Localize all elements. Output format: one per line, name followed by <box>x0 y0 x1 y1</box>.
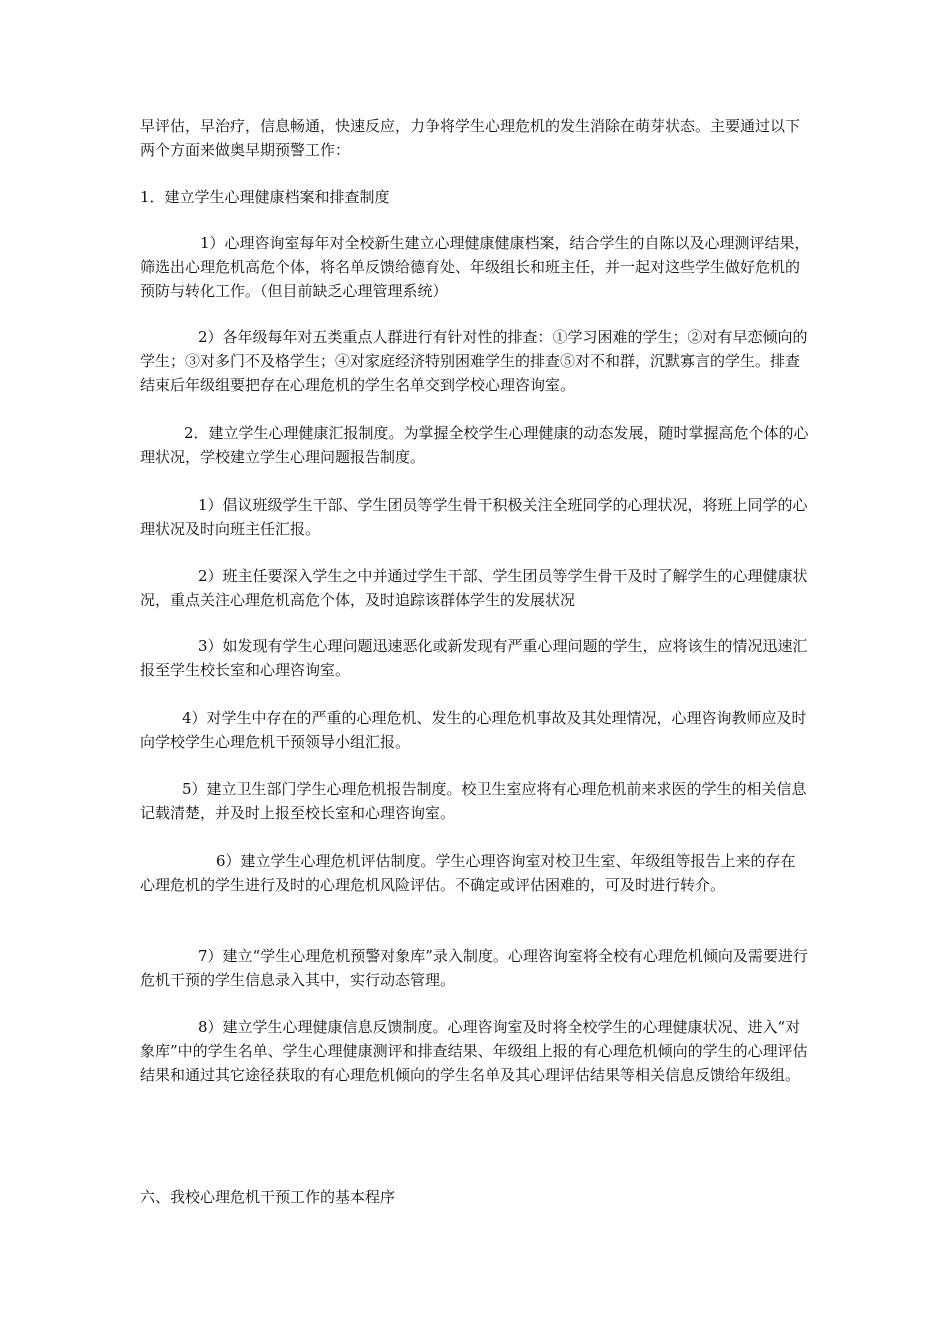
item-2-8-paragraph: 8）建立学生心理健康信息反馈制度。心理咨询室及时将全校学生的心理健康状况、进入“对象库”中的学生名单、学生心理健康测评和排查结果、年级组上报的有心理危机倾向的学生的心理评估结果和通过其它途径获取的有心理危机倾向的学生名单及其心理评估结果等相关信息反馈给年级组。 <box>140 1018 808 1084</box>
item-2-6-paragraph: 6）建立学生心理危机评估制度。学生心理咨询室对校卫生室、年级组等报告上来的存在心理危机的学生进行及时的心理危机风险评估。不确定或评估困难的，可及时进行转介。 <box>140 852 796 894</box>
item-1-1-paragraph: 1）心理咨询室每年对全校新生建立心理健康健康档案，结合学生的自陈以及心理测评结果，筛选出心理危机高危个体，将名单反馈给德育处、年级组长和班主任，并一起对这些学生做好危机的预防与转化工作。（但目前缺乏心理管理系统） <box>140 234 810 300</box>
item-2-2-paragraph: 2）班主任要深入学生之中并通过学生干部、学生团员等学生骨干及时了解学生的心理健康状况，重点关注心理危机高危个体，及时追踪该群体学生的发展状况 <box>140 567 808 609</box>
section-heading-6: 六、我校心理危机干预工作的基本程序 <box>140 1188 396 1206</box>
item-2-7-paragraph: 7）建立“学生心理危机预警对象库”录入制度。心理咨询室将全校有心理危机倾向及需要进行危机干预的学生信息录入其中，实行动态管理。 <box>140 947 808 989</box>
item-2-3-paragraph: 3）如发现有学生心理问题迅速恶化或新发现有严重心理问题的学生，应将该生的情况迅速汇报至学生校长室和心理咨询室。 <box>140 637 808 679</box>
section-heading-1: 1．建立学生心理健康档案和排查制度 <box>140 188 390 206</box>
item-2-4-paragraph: 4）对学生中存在的严重的心理危机、发生的心理危机事故及其处理情况，心理咨询教师应及时向学校学生心理危机干预领导小组汇报。 <box>140 709 807 751</box>
item-1-2-paragraph: 2）各年级每年对五类重点人群进行有针对性的排查：①学习困难的学生；②对有早恋倾向的学生；③对多门不及格学生；④对家庭经济特别困难学生的排查⑤对不和群，沉默寡言的学生。排查结束后年级组要把存在心理危机的学生名单交到学校心理咨询室。 <box>140 328 808 394</box>
item-2-1-paragraph: 1）倡议班级学生干部、学生团员等学生骨干积极关注全班同学的心理状况，将班上同学的心理状况及时向班主任汇报。 <box>140 496 808 538</box>
item-2-5-paragraph: 5）建立卫生部门学生心理危机报告制度。校卫生室应将有心理危机前来求医的学生的相关信息记载清楚，并及时上报至校长室和心理咨询室。 <box>140 780 807 822</box>
intro-paragraph: 早评估，早治疗，信息畅通，快速反应，力争将学生心理危机的发生消除在萌芽状态。主要通过以下两个方面来做奥早期预警工作： <box>140 117 801 159</box>
section-heading-2: 2．建立学生心理健康汇报制度。为掌握全校学生心理健康的动态发展，随时掌握高危个体的心理状况，学校建立学生心理问题报告制度。 <box>140 424 809 466</box>
